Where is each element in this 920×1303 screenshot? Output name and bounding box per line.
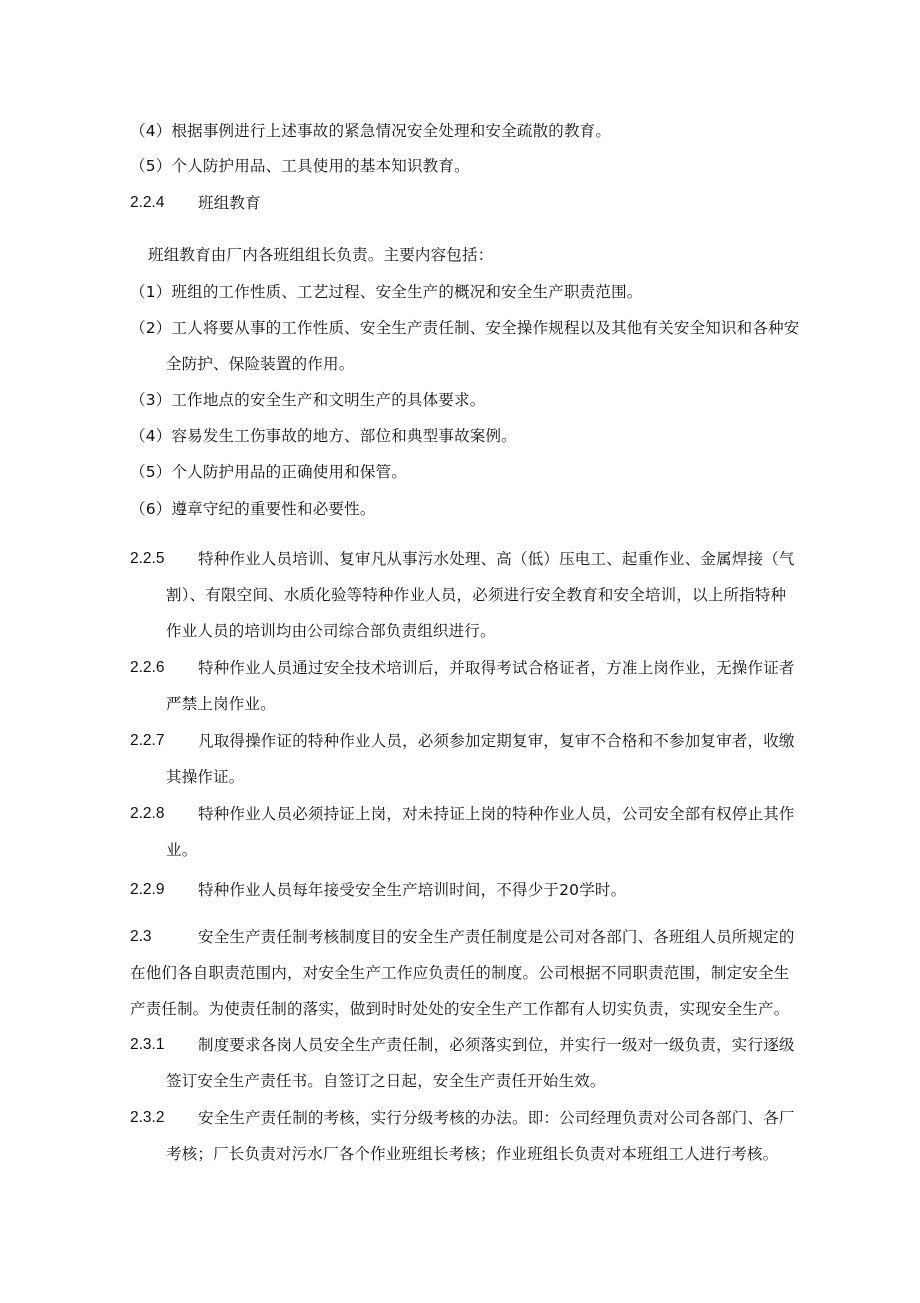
list-item: （3）工作地点的安全生产和文明生产的具体要求。 [130, 391, 486, 409]
list-item: （2）工人将要从事的工作性质、安全生产责任制、安全操作规程以及其他有关安全知识和各种安 [130, 319, 800, 337]
clause-text: 特种作业人员通过安全技术培训后，并取得考试合格证者，方准上岗作业，无操作证者 [198, 659, 795, 677]
list-item: （4）容易发生工伤事故的地方、部位和典型事故案例。 [130, 427, 517, 445]
clause-text: 制度要求各岗人员安全生产责任制，必须落实到位，并实行一级对一级负责，实行逐级 [198, 1036, 795, 1054]
clause-number: 2.3.1 [130, 1036, 165, 1053]
clause-text: 特种作业人员必须持证上岗，对未持证上岗的特种作业人员，公司安全部有权停止其作 [198, 805, 795, 823]
clause-text: 割）、有限空间、水质化验等特种作业人员，必须进行安全教育和安全培训，以上所指特种 [166, 586, 787, 604]
clause-text: 作业人员的培训均由公司综合部负责组织进行。 [166, 622, 496, 640]
clause-text: 业。 [166, 841, 198, 859]
clause-text: 产责任制。为使责任制的落实，做到时时处处的安全生产工作都有人切实负责，实现安全生产。 [130, 1000, 790, 1018]
list-item: （1）班组的工作性质、工艺过程、安全生产的概况和安全生产职责范围。 [130, 283, 643, 301]
list-item: （4）根据事例进行上述事故的紧急情况安全处理和安全疏散的教育。 [130, 122, 612, 140]
clause-number: 2.2.7 [130, 732, 165, 749]
clause-text: 特种作业人员培训、复审凡从事污水处理、高（低）压电工、起重作业、金属焊接（气 [198, 550, 795, 568]
clause-text: 安全生产责任制考核制度目的安全生产责任制度是公司对各部门、各班组人员所规定的 [198, 928, 795, 946]
clause-number: 2.2.6 [130, 659, 165, 676]
section-title: 班组教育 [198, 194, 261, 212]
section-number: 2.3 [130, 928, 152, 945]
list-item: （5）个人防护用品、工具使用的基本知识教育。 [130, 157, 470, 175]
list-item: （6）遵章守纪的重要性和必要性。 [130, 500, 376, 518]
clause-text: 安全生产责任制的考核，实行分级考核的办法。即：公司经理负责对公司各部门、各厂 [198, 1109, 795, 1127]
list-item: （5）个人防护用品的正确使用和保管。 [130, 463, 407, 481]
clause-text: 在他们各自职责范围内，对安全生产工作应负责任的制度。公司根据不同职责范围，制定安全生 [130, 964, 790, 982]
clause-text: 严禁上岗作业。 [166, 695, 276, 713]
clause-number: 2.2.9 [130, 881, 165, 898]
section-number: 2.2.4 [130, 194, 165, 211]
list-item-continuation: 全防护、保险装置的作用。 [166, 355, 355, 373]
clause-number: 2.2.5 [130, 550, 165, 567]
clause-text: 其操作证。 [166, 768, 245, 786]
clause-number: 2.2.8 [130, 805, 165, 822]
clause-number: 2.3.2 [130, 1109, 165, 1126]
paragraph-intro: 班组教育由厂内各班组组长负责。主要内容包括： [148, 246, 494, 264]
clause-text: 特种作业人员每年接受安全生产培训时间，不得少于20学时。 [198, 881, 627, 899]
clause-text: 签订安全生产责任书。自签订之日起，安全生产责任开始生效。 [166, 1072, 606, 1090]
clause-text: 考核；厂长负责对污水厂各个作业班组长考核；作业班组长负责对本班组工人进行考核。 [166, 1145, 779, 1163]
clause-text: 凡取得操作证的特种作业人员，必须参加定期复审，复审不合格和不参加复审者，收缴 [198, 732, 795, 750]
